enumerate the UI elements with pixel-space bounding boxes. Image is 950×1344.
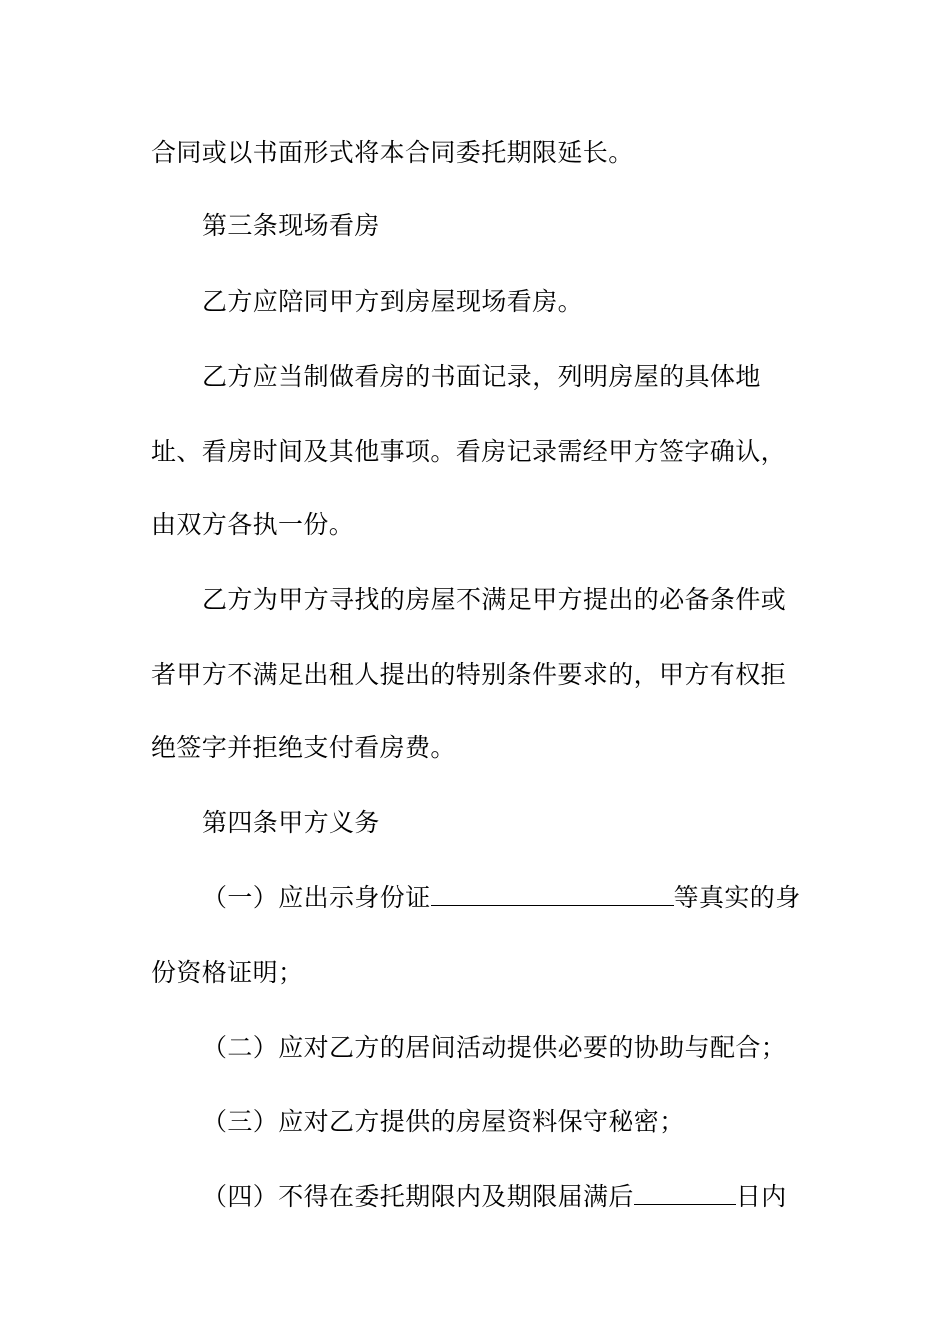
paragraph-line: 乙方应陪同甲方到房屋现场看房。 xyxy=(202,287,584,316)
paragraph-line: 乙方应当制做看房的书面记录，列明房屋的具体地 xyxy=(202,362,761,391)
fill-in-blank xyxy=(431,883,674,906)
obligation-item-1 xyxy=(202,881,801,915)
fill-in-blank xyxy=(634,1182,736,1205)
section-heading: 第四条甲方义务 xyxy=(202,808,380,837)
section-heading: 第三条现场看房 xyxy=(202,211,380,240)
paragraph-line: 绝签字并拒绝支付看房费。 xyxy=(151,733,456,762)
obligation-item-4 xyxy=(202,1180,787,1214)
paragraph-line: 份资格证明； xyxy=(151,958,304,987)
paragraph-line: 址、看房时间及其他事项。看房记录需经甲方签字确认， xyxy=(151,437,787,466)
item-text: 等真实的身 xyxy=(673,883,801,912)
paragraph-line: 由双方各执一份。 xyxy=(151,510,355,539)
paragraph-line: 合同或以书面形式将本合同委托期限延长。 xyxy=(151,138,634,167)
obligation-item-2: （二）应对乙方的居间活动提供必要的协助与配合； xyxy=(202,1033,787,1062)
paragraph-line: 乙方为甲方寻找的房屋不满足甲方提出的必备条件或 xyxy=(202,585,787,614)
paragraph-line: 者甲方不满足出租人提出的特别条件要求的，甲方有权拒 xyxy=(151,660,787,689)
item-text: （四）不得在委托期限内及期限届满后 xyxy=(202,1182,634,1211)
item-text: （一）应出示身份证 xyxy=(202,883,431,912)
obligation-item-3: （三）应对乙方提供的房屋资料保守秘密； xyxy=(202,1107,685,1136)
item-text: 日内 xyxy=(735,1182,787,1211)
